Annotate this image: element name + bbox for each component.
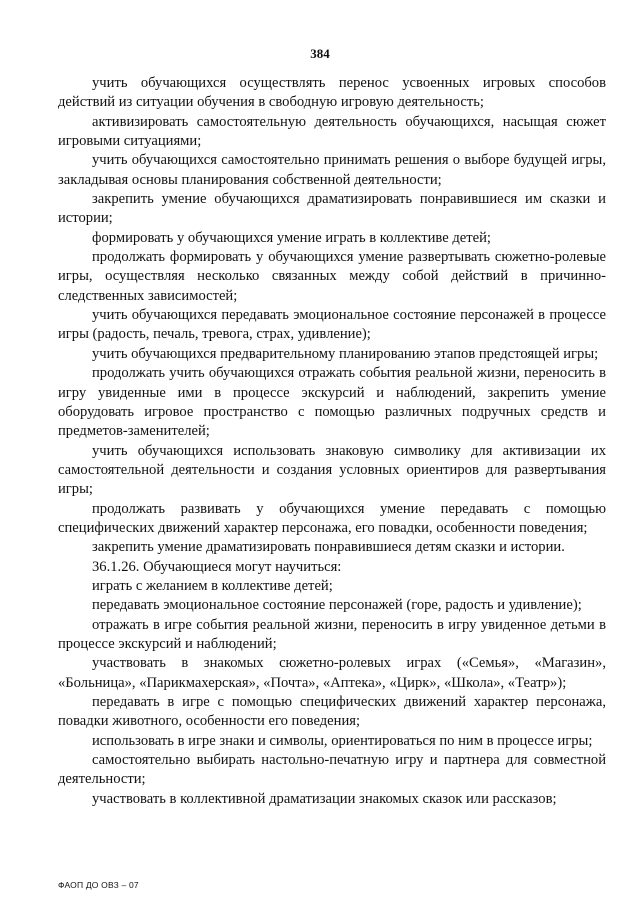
- page-footer: ФАОП ДО ОВЗ – 07: [58, 880, 139, 890]
- paragraph: учить обучающихся использовать знаковую символику для активизации их самостоятельной деятельности и создания условных ориентиров для развертывания игры;: [58, 442, 606, 498]
- page-number: 384: [310, 46, 330, 61]
- paragraph: продолжать учить обучающихся отражать события реальной жизни, переносить в игру увиденные ими в процессе экскурсий и наблюдений, закрепить умение оборудовать игровое пространство с помощью различных подручных средств и предметов-заменителей;: [58, 365, 606, 440]
- paragraph: учить обучающихся предварительному планированию этапов предстоящей игры;: [92, 345, 599, 362]
- paragraph: учить обучающихся передавать эмоциональное состояние персонажей в процессе игры (радость, печаль, тревога, страх, удивление);: [58, 307, 606, 343]
- paragraph: учить обучающихся самостоятельно принимать решения о выборе будущей игры, закладывая основы планирования собственной деятельности;: [58, 152, 606, 188]
- paragraph: участвовать в коллективной драматизации знакомых сказок или рассказов;: [92, 790, 557, 807]
- page-body: [58, 74, 606, 809]
- paragraph: продолжать развивать у обучающихся умение передавать с помощью специфических движений характер персонажа, его повадки, особенности поведения;: [58, 500, 606, 536]
- paragraph: участвовать в знакомых сюжетно-ролевых играх («Семья», «Магазин», «Больница», «Парикмахерская», «Почта», «Аптека», «Цирк», «Школа», «Театр»);: [58, 655, 606, 691]
- paragraph: формировать у обучающихся умение играть в коллективе детей;: [92, 229, 491, 246]
- paragraph: закрепить умение драматизировать понравившиеся детям сказки и истории.: [92, 539, 565, 556]
- paragraph: отражать в игре события реальной жизни, переносить в игру увиденное детьми в процессе экскурсий и наблюдений;: [58, 616, 606, 652]
- paragraph: передавать в игре с помощью специфических движений характер персонажа, повадки животного, особенности его поведения;: [58, 694, 606, 730]
- paragraph: учить обучающихся осуществлять перенос усвоенных игровых способов действий из ситуации обучения в свободную игровую деятельность;: [58, 75, 606, 111]
- paragraph: активизировать самостоятельную деятельность обучающихся, насыщая сюжет игровыми ситуациями;: [58, 113, 606, 150]
- section-heading: 36.1.26. Обучающиеся могут научиться:: [92, 558, 342, 575]
- paragraph: использовать в игре знаки и символы, ориентироваться по ним в процессе игры;: [92, 732, 593, 749]
- paragraph: закрепить умение обучающихся драматизировать понравившиеся им сказки и истории;: [58, 191, 606, 227]
- paragraph: продолжать формировать у обучающихся умение развертывать сюжетно-ролевые игры, осуществляя несколько связанных между собой действий в причинно-следственных зависимостей;: [58, 249, 606, 304]
- paragraph: самостоятельно выбирать настольно-печатную игру и партнера для совместной деятельности;: [58, 752, 606, 788]
- paragraph: передавать эмоциональное состояние персонажей (горе, радость и удивление);: [92, 597, 582, 614]
- paragraph: играть с желанием в коллективе детей;: [92, 577, 333, 594]
